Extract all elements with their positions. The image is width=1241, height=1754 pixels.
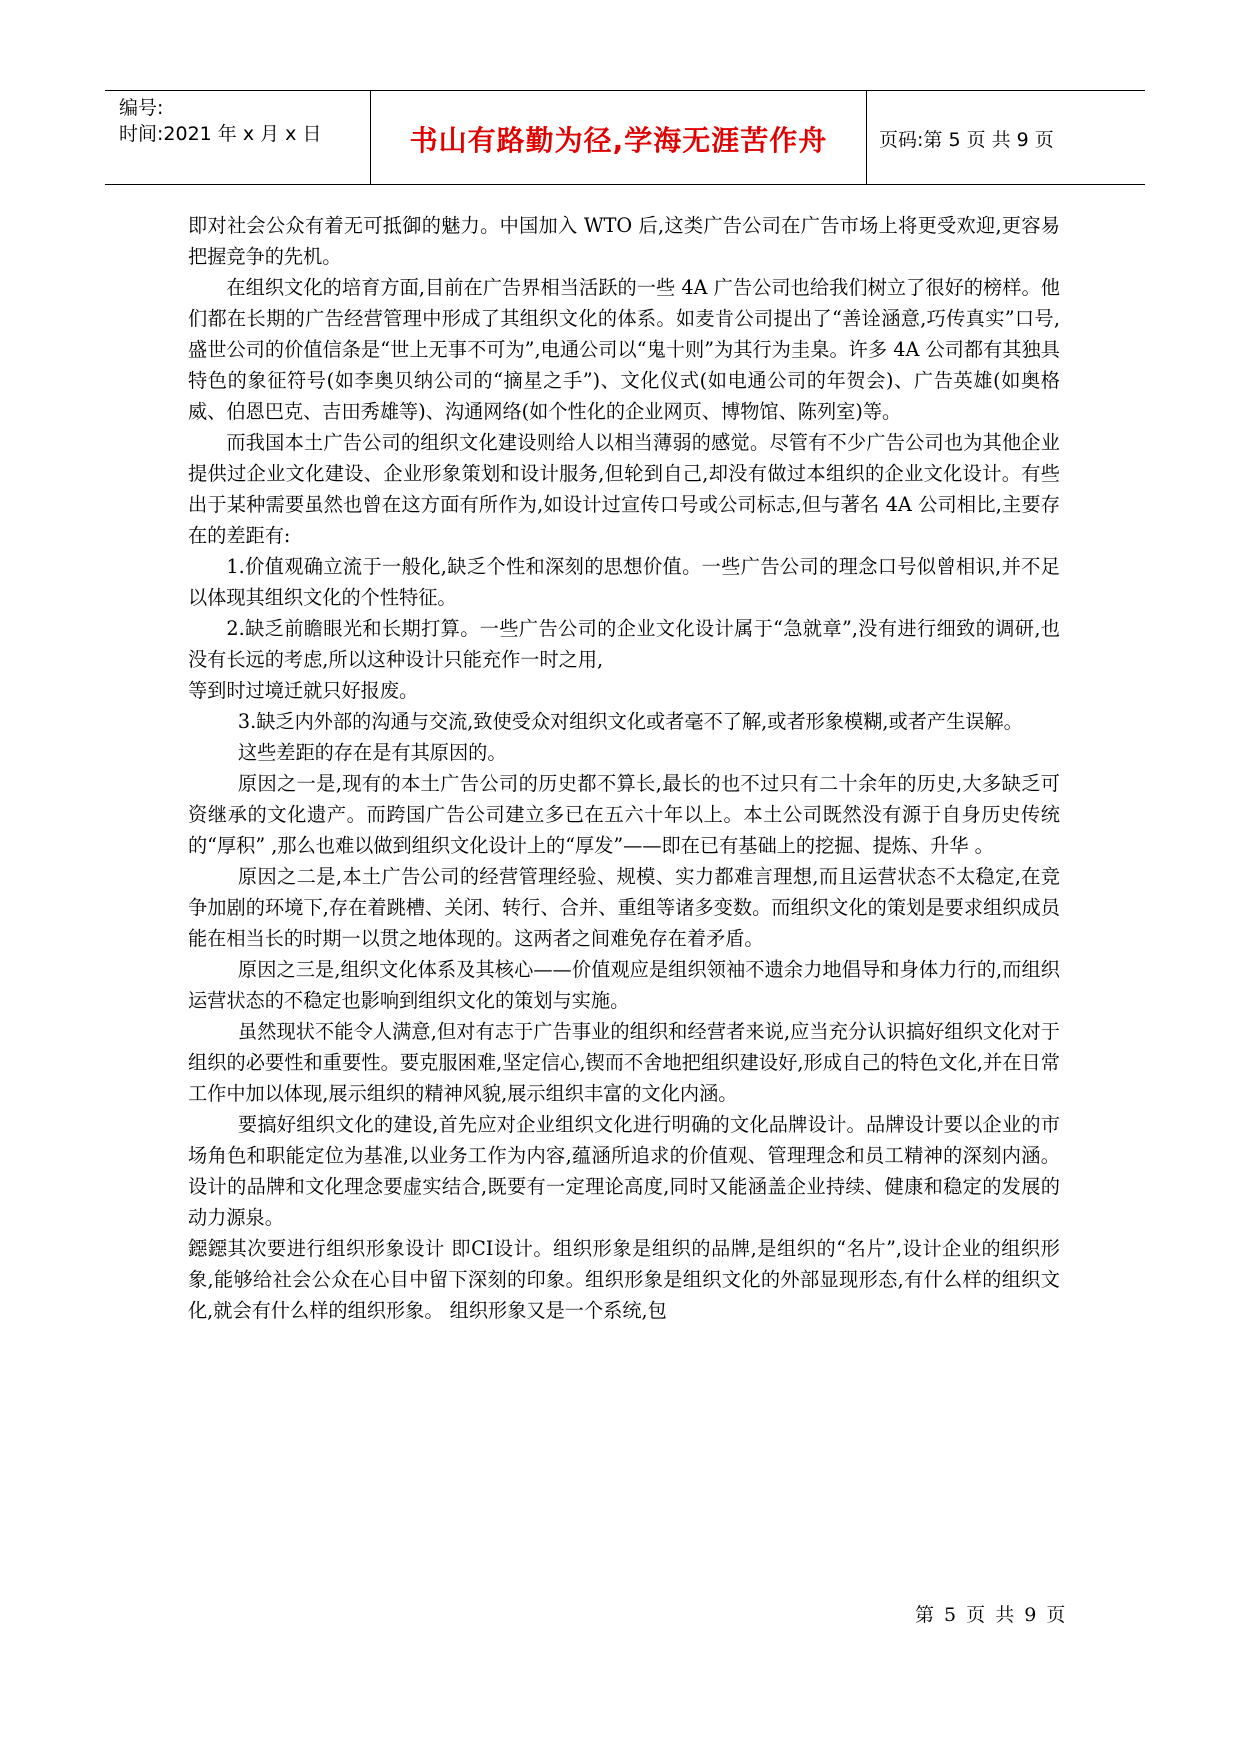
paragraph: 即对社会公众有着无可抵御的魅力。中国加入 WTO 后,这类广告公司在广告市场上将更受欢迎,更容易把握竞争的先机。	[188, 214, 1060, 268]
header-left-cell	[105, 91, 370, 184]
paragraph: 原因之三是,组织文化体系及其核心——价值观应是组织领袖不遗余力地倡导和身体力行的,而组织运营状态的不稳定也影响到组织文化的策划与实施。	[188, 958, 1060, 1012]
page-footer: 第 5 页 共 9 页	[915, 1604, 1068, 1626]
header-right-cell	[867, 91, 1145, 184]
header-middle-cell	[370, 91, 867, 184]
paragraph: 原因之二是,本土广告公司的经营管理经验、规模、实力都难言理想,而且运营状态不太稳定,在竞争加剧的环境下,存在着跳槽、关闭、转行、合并、重组等诸多变数。而组织文化的策划是要求组织成员能在相当长的时期一以贯之地体现的。这两者之间难免存在着矛盾。	[188, 865, 1060, 950]
paragraph: 这些差距的存在是有其原因的。	[237, 741, 507, 764]
document-code-label: 编号:	[119, 97, 164, 119]
paragraph: 在组织文化的培育方面,目前在广告界相当活跃的一些 4A 广告公司也给我们树立了很好的榜样。他们都在长期的广告经营管理中形成了其组织文化的体系。如麦肯公司提出了“善诠涵意,巧传真实”口号,盛世公司的价值信条是“世上无事不可为”,电通公司以“鬼十则”为其行为圭臬。许多 4A 公司都有其独具特色的象征符号(如李奥贝纳公司的“摘星之手”)、文化仪式(如电通公司的年贺会)、广告英雄(如奥格威、伯恩巴克、吉田秀雄等)、沟通网络(如个性化的企业网页、博物馆、陈列室)等。	[188, 276, 1060, 423]
paragraph: 虽然现状不能令人满意,但对有志于广告事业的组织和经营者来说,应当充分认识搞好组织文化对于组织的必要性和重要性。要克服困难,坚定信心,锲而不舍地把组织建设好,形成自己的特色文化,并在日常工作中加以体现,展示组织的精神风貌,展示组织丰富的文化内涵。	[188, 1020, 1060, 1105]
paragraph: 鐚鐚其次要进行组织形象设计 即CI设计。组织形象是组织的品牌,是组织的“名片”,设计企业的组织形象,能够给社会公众在心目中留下深刻的印象。组织形象是组织文化的外部显现形态,有什么样的组织文化,就会有什么样的组织形象。 组织形象又是一个系统,包	[188, 1237, 1060, 1322]
list-item: 1.价值观确立流于一般化,缺乏个性和深刻的思想价值。一些广告公司的理念口号似曾相识,并不足以体现其组织文化的个性特征。	[188, 555, 1060, 609]
paragraph: 要搞好组织文化的建设,首先应对企业组织文化进行明确的文化品牌设计。品牌设计要以企业的市场角色和职能定位为基准,以业务工作为内容,蕴涵所追求的价值观、管理理念和员工精神的深刻内涵。设计的品牌和文化理念要虚实结合,既要有一定理论高度,同时又能涵盖企业持续、健康和稳定的发展的动力源泉。	[188, 1113, 1060, 1229]
page-header	[105, 90, 1145, 185]
list-item: 2.缺乏前瞻眼光和长期打算。一些广告公司的企业文化设计属于“急就章”,没有进行细致的调研,也没有长远的考虑,所以这种设计只能充作一时之用,	[188, 617, 1060, 671]
document-time-label: 时间:2021 年 x 月 x 日	[119, 123, 322, 145]
header-page-number: 页码:第 5 页 共 9 页	[879, 129, 1054, 151]
list-item: 3.缺乏内外部的沟通与交流,致使受众对组织文化或者毫不了解,或者形象模糊,或者产生误解。	[237, 710, 1023, 733]
paragraph: 原因之一是,现有的本土广告公司的历史都不算长,最长的也不过只有二十余年的历史,大多缺乏可资继承的文化遗产。而跨国广告公司建立多已在五六十年以上。本土公司既然没有源于自身历史传统的“厚积” ,那么也难以做到组织文化设计上的“厚发”——即在已有基础上的挖掘、提炼、升华 。	[188, 772, 1060, 857]
paragraph: 而我国本土广告公司的组织文化建设则给人以相当薄弱的感觉。尽管有不少广告公司也为其他企业提供过企业文化建设、企业形象策划和设计服务,但轮到自己,却没有做过本组织的企业文化设计。有些出于某种需要虽然也曾在这方面有所作为,如设计过宣传口号或公司标志,但与著名 4A 公司相比,主要存在的差距有:	[188, 431, 1060, 547]
paragraph: 等到时过境迁就只好报废。	[188, 679, 419, 702]
header-motto: 书山有路勤为径,学海无涯苦作舟	[409, 124, 828, 157]
document-body	[188, 210, 1060, 1326]
